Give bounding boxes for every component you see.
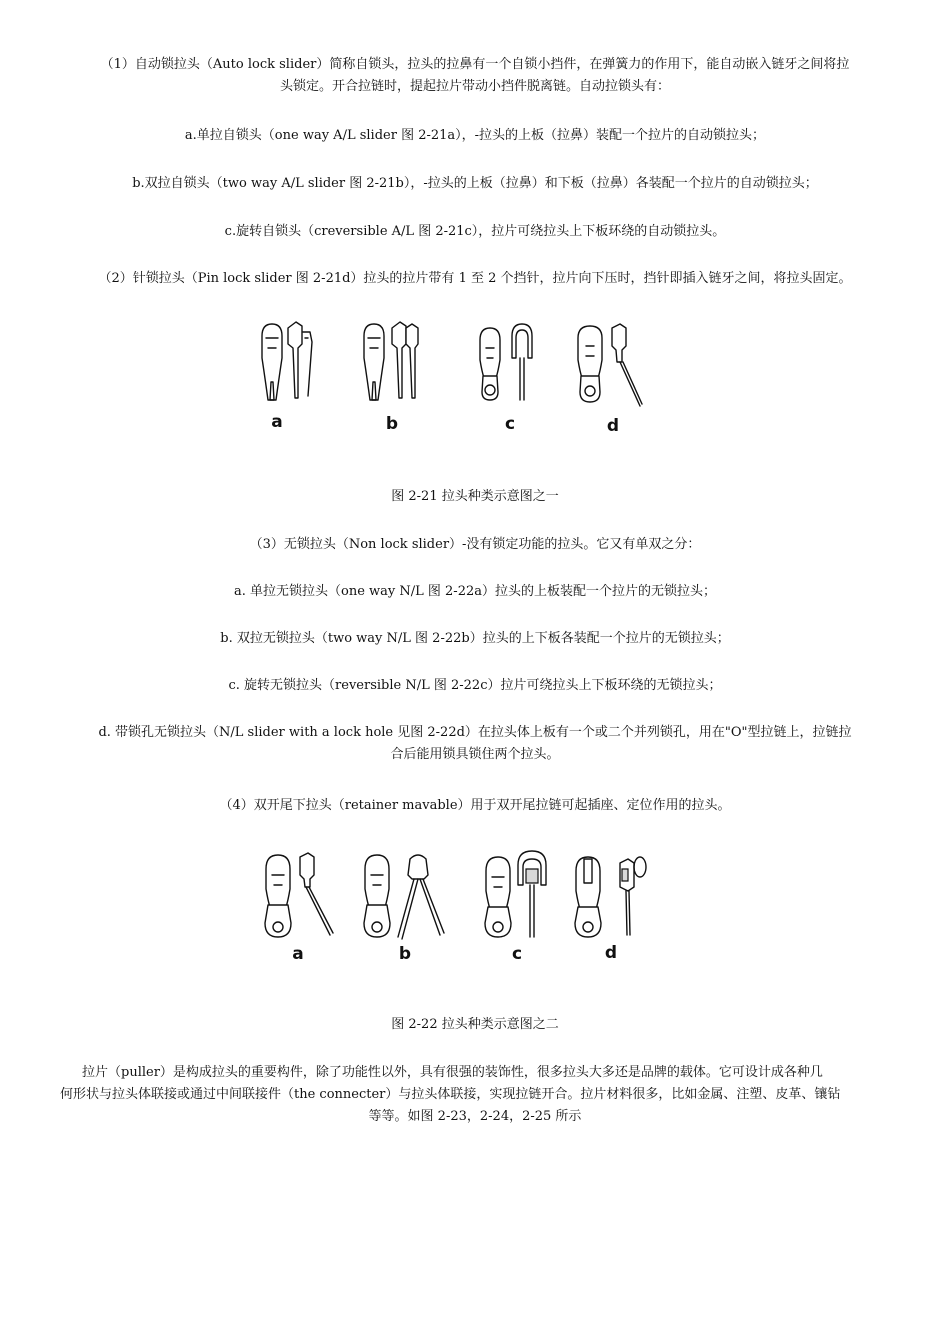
paragraph-auto-lock (60, 54, 890, 98)
figure-2-21-label-b: b (385, 414, 399, 434)
paragraph-puller (60, 1062, 890, 1128)
figure-2-21-label-d: d (606, 416, 620, 436)
paragraph-non-lock-c: c. 旋转无锁拉头（reversible N/L 图 2-22c）拉片可绕拉头上下板环绕的无锁拉头； (228, 678, 722, 693)
figure-2-22-drawing (0, 845, 950, 970)
figure-2-22-caption: 图 2-22 拉头种类示意图之二 (391, 1017, 559, 1032)
slider-illustration-c (485, 851, 546, 937)
paragraph-non-lock-d (60, 722, 890, 766)
paragraph-non-lock: （3）无锁拉头（Non lock slider）-没有锁定功能的拉头。它又有单双之分： (249, 537, 701, 552)
figure-2-22-label-a: a (292, 944, 304, 964)
figure-2-22-label-b: b (398, 944, 412, 964)
paragraph-non-lock-a: a. 单拉无锁拉头（one way N/L 图 2-22a）拉头的上板装配一个拉片的无锁拉头； (233, 584, 716, 599)
text-line: 等等。如图 2-23，2-24，2-25 所示 (368, 1109, 582, 1124)
text-line: d. 带锁孔无锁拉头（N/L slider with a lock hole 见图 2-22d）在拉头体上板有一个或二个并列锁孔，用在"O"型拉链上，拉链拉 (98, 725, 852, 740)
figure-2-22-label-d: d (604, 943, 618, 963)
paragraph-item-b: b.双拉自锁头（two way A/L slider 图 2-21b），-拉头的上板（拉鼻）和下板（拉鼻）各装配一个拉片的自动锁拉头； (132, 176, 818, 191)
slider-illustration-d (575, 857, 646, 937)
slider-illustration-a (262, 322, 312, 400)
paragraph-item-c: c.旋转自锁头（creversible A/L 图 2-21c），拉片可绕拉头上下板环绕的自动锁拉头。 (224, 224, 726, 239)
paragraph-item-a: a.单拉自锁头（one way A/L slider 图 2-21a），-拉头的上板（拉鼻）装配一个拉片的自动锁拉头； (184, 128, 766, 143)
slider-illustration-c (480, 324, 532, 400)
figure-2-21-drawing (0, 318, 950, 438)
figure-2-22-label-c: c (511, 944, 523, 964)
paragraph-pin-lock: （2）针锁拉头（Pin lock slider 图 2-21d）拉头的拉片带有 1 至 2 个挡针，拉片向下压时，挡针即插入链牙之间，将拉头固定。 (98, 271, 852, 286)
slider-illustration-a (265, 853, 333, 937)
figure-2-21 (0, 318, 950, 438)
figure-2-21-label-a: a (271, 412, 283, 432)
text-line: 合后能用锁具锁住两个拉头。 (390, 747, 560, 762)
figure-2-21-label-c: c (504, 414, 516, 434)
slider-illustration-d (578, 324, 642, 406)
paragraph-retainer: （4）双开尾下拉头（retainer mavable）用于双开尾拉链可起插座、定位作用的拉头。 (219, 798, 731, 813)
text-line: 拉片（puller）是构成拉头的重要构件，除了功能性以外，具有很强的装饰性，很多拉头大多还是品牌的载体。它可设计成各种几 (82, 1065, 823, 1080)
text-line: （1）自动锁拉头（Auto lock slider）简称自锁头，拉头的拉鼻有一个自锁小挡件，在弹簧力的作用下，能自动嵌入链牙之间将拉 (100, 57, 850, 72)
figure-2-22 (0, 845, 950, 970)
paragraph-non-lock-b: b. 双拉无锁拉头（two way N/L 图 2-22b）拉头的上下板各装配一个拉片的无锁拉头； (220, 631, 730, 646)
figure-2-21-caption: 图 2-21 拉头种类示意图之一 (391, 489, 559, 504)
text-line: 何形状与拉头体联接或通过中间联接件（the connecter）与拉头体联接，实现拉链开合。拉片材料很多，比如金属、注塑、皮革、镶钻 (60, 1087, 841, 1102)
slider-illustration-b (364, 322, 418, 400)
text-line: 头锁定。开合拉链时，提起拉片带动小挡件脱离链。自动拉锁头有： (279, 79, 670, 94)
slider-illustration-b (364, 855, 444, 939)
